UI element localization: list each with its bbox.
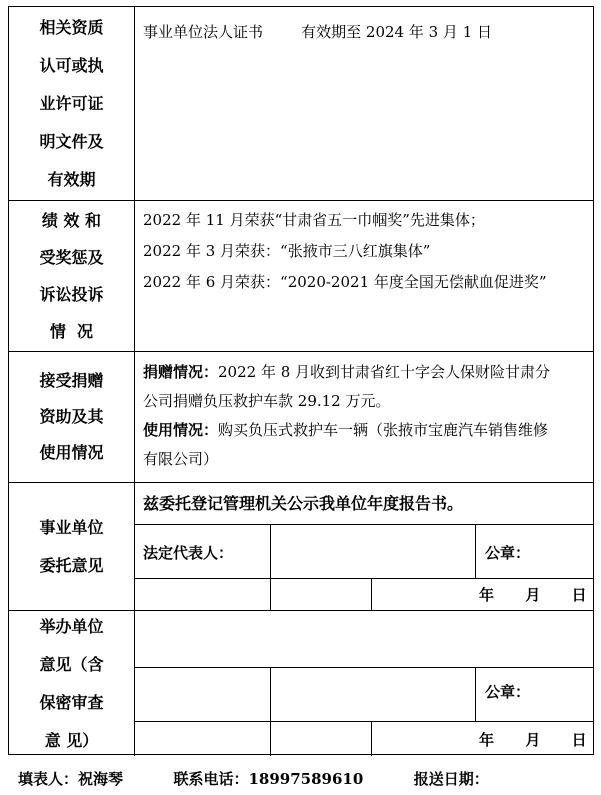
legal-rep-label: 法定代表人：	[143, 544, 234, 562]
label-line: 接受捐赠	[39, 371, 104, 390]
content-performance	[135, 201, 593, 351]
label-entrust	[9, 483, 135, 610]
grid-line	[371, 578, 372, 611]
label-line: 业许可证	[39, 93, 104, 113]
row-entrust	[9, 483, 593, 611]
donation-text: 2022 年 8 月收到甘肃省红十字会人保财险甘肃分	[218, 363, 551, 381]
annual-report-form	[8, 6, 594, 755]
grid-line	[135, 524, 593, 525]
date-label: 年 月 日	[479, 586, 587, 604]
label-line: 诉讼投诉	[39, 285, 104, 304]
contact-phone: 联系电话：18997589610	[173, 770, 364, 788]
label-line: 受奖惩及	[39, 248, 104, 267]
content-donation	[135, 352, 593, 482]
label-qualification	[9, 7, 135, 200]
row-performance	[9, 201, 593, 352]
entrust-statement: 兹委托登记管理机关公示我单位年度报告书。	[143, 494, 464, 513]
grid-line	[270, 667, 271, 756]
label-sponsor	[9, 611, 135, 756]
date-label: 年 月 日	[479, 731, 587, 749]
content-qualification	[135, 7, 593, 200]
content-entrust	[135, 483, 593, 610]
usage-title: 使用情况：	[143, 421, 219, 439]
label-line: 情 况	[49, 322, 94, 341]
label-line: 有效期	[47, 169, 96, 189]
award-line: 2022 年 6 月荣获：“2020-2021 年度全国无偿献血促进奖”	[143, 273, 547, 291]
donation-title: 捐赠情况：	[143, 363, 219, 381]
grid-line	[371, 721, 372, 756]
row-qualification	[9, 7, 593, 201]
qualification-text: 事业单位法人证书 有效期至 2024 年 3 月 1 日	[143, 23, 493, 41]
seal-label: 公章：	[485, 683, 531, 701]
donation-text: 公司捐赠负压救护车款 29.12 万元。	[143, 392, 391, 410]
label-line: 相关资质	[39, 17, 104, 37]
row-sponsor	[9, 611, 593, 756]
grid-line	[270, 524, 271, 611]
award-line: 2022 年 11 月荣获“甘肃省五一巾帼奖”先进集体；	[143, 211, 485, 229]
grid-line	[475, 524, 476, 578]
label-line: 使用情况	[39, 443, 104, 462]
row-donation	[9, 352, 593, 483]
usage-text: 有限公司）	[143, 450, 219, 468]
award-line: 2022 年 3 月荣获：“张掖市三八红旗集体”	[143, 242, 431, 260]
label-line: 资助及其	[39, 407, 104, 426]
grid-line	[135, 578, 593, 579]
label-donation	[9, 352, 135, 482]
grid-line	[135, 721, 593, 722]
footer	[18, 768, 489, 789]
label-line: 意见（含	[39, 654, 104, 674]
grid-line	[475, 667, 476, 721]
usage-text: 购买负压式救护车一辆（张掖市宝鹿汽车销售维修	[218, 421, 549, 439]
seal-label: 公章：	[485, 544, 531, 562]
label-line: 举办单位	[39, 616, 104, 636]
filler: 填表人：祝海琴	[18, 770, 124, 788]
label-line: 委托意见	[39, 555, 104, 575]
report-date-label: 报送日期：	[413, 770, 489, 788]
label-line: 明文件及	[39, 131, 104, 151]
label-line: 保密审查	[39, 692, 104, 712]
content-sponsor	[135, 611, 593, 756]
grid-line	[135, 667, 593, 668]
label-line: 意 见）	[44, 730, 99, 750]
label-performance	[9, 201, 135, 351]
label-line: 事业单位	[39, 517, 104, 537]
label-line: 认可或执	[39, 55, 104, 75]
label-line: 绩 效 和	[41, 211, 102, 230]
